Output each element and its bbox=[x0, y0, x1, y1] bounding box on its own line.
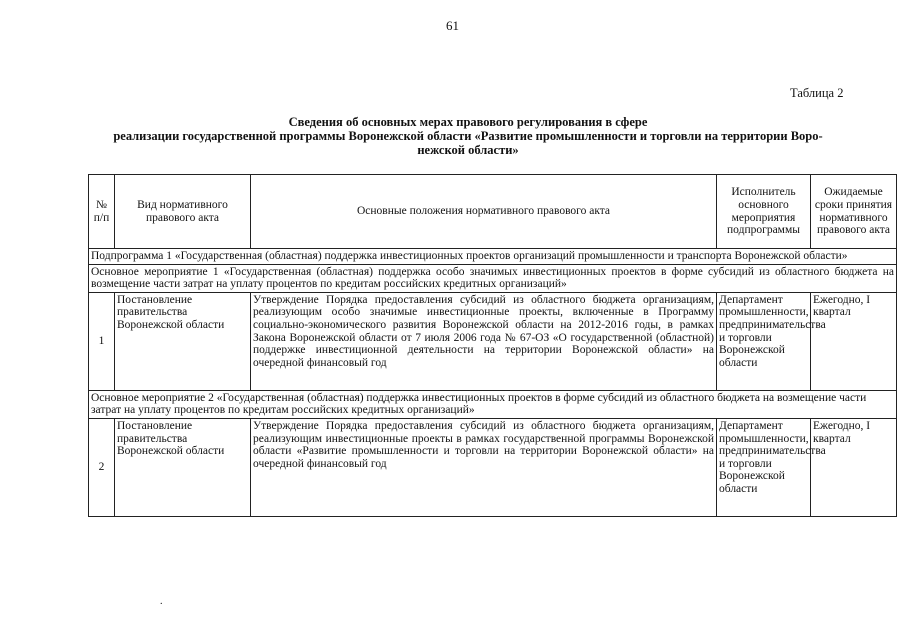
table-row bbox=[89, 418, 897, 516]
row-1-act-type: Постановление правительства Воронежской области bbox=[115, 292, 251, 390]
subprogram-row bbox=[89, 249, 897, 265]
header-num: № п/п bbox=[89, 175, 115, 249]
document-title bbox=[88, 115, 848, 157]
row-1-deadline: Ежегодно, I квартал bbox=[811, 292, 897, 390]
title-line-2: реализации государственной программы Воронежской области «Развитие промышленности и торговли на территории Воро- bbox=[113, 129, 823, 143]
row-2-num: 2 bbox=[89, 418, 115, 516]
scan-speck: . bbox=[160, 596, 163, 607]
row-2-executor: Департамент промышленности, предпринимательства и торговли Воронежской области bbox=[717, 418, 811, 516]
table-label: Таблица 2 bbox=[790, 86, 844, 100]
header-deadline: Ожидаемые сроки принятия нормативного правового акта bbox=[811, 175, 897, 249]
row-2-provisions: Утверждение Порядка предоставления субсидий из областного бюджета организациям, реализующим инвестиционные проекты в рамках государственной программы Воронежской области «Развитие промышленности и торговли на территории Воронежской области» на очередной финансовый год bbox=[251, 418, 717, 516]
row-1-executor: Департамент промышленности, предпринимательства и торговли Воронежской области bbox=[717, 292, 811, 390]
table-header-row bbox=[89, 175, 897, 249]
page-number: 61 bbox=[446, 18, 459, 33]
row-2-deadline: Ежегодно, I квартал bbox=[811, 418, 897, 516]
row-1-provisions: Утверждение Порядка предоставления субсидий из областного бюджета организациям, реализующим особо значимые инвестиционные проекты, включенные в Программу социально-экономического развития Воронежской области на 2012-2016 годы, в рамках Закона Воронежской области от 7 июля 2006 года № 67-ОЗ «О государственной (областной) поддержке инвестиционной деятельности на территории Воронежской области» на очередной финансовый год bbox=[251, 292, 717, 390]
subprogram-text: Подпрограмма 1 «Государственная (областная) поддержка инвестиционных проектов организаций промышленности и транспорта Воронежской области» bbox=[89, 249, 897, 265]
table-row bbox=[89, 292, 897, 390]
event-row-1 bbox=[89, 264, 897, 292]
row-1-num: 1 bbox=[89, 292, 115, 390]
header-provisions: Основные положения нормативного правового акта bbox=[251, 175, 717, 249]
event-2-text: Основное мероприятие 2 «Государственная (областная) поддержка инвестиционных проектов в форме субсидий из областного бюджета на возмещение части затрат на уплату процентов по кредитам российских кредитных организаций» bbox=[89, 390, 897, 418]
event-row-2 bbox=[89, 390, 897, 418]
event-1-text: Основное мероприятие 1 «Государственная (областная) поддержка особо значимых инвестиционных проектов в форме субсидий из областного бюджета на возмещение части затрат на уплату процентов по кредитам российских кредитных организаций» bbox=[89, 264, 897, 292]
header-executor: Исполнитель основного мероприятия подпрограммы bbox=[717, 175, 811, 249]
measures-table bbox=[88, 174, 897, 517]
title-line-3: нежской области» bbox=[417, 143, 519, 157]
row-2-act-type: Постановление правительства Воронежской области bbox=[115, 418, 251, 516]
title-line-1: Сведения об основных мерах правового регулирования в сфере bbox=[288, 115, 648, 129]
header-act-type: Вид нормативного правового акта bbox=[115, 175, 251, 249]
